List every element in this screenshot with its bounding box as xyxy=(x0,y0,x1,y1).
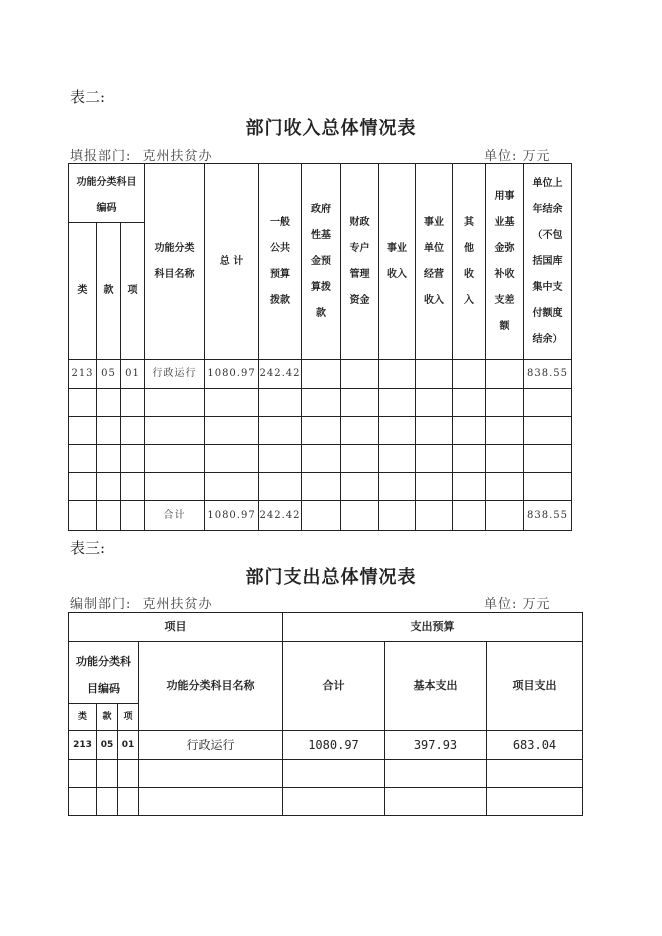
expenditure-table xyxy=(68,612,583,816)
header-project: 项目支出 xyxy=(487,642,583,731)
cell-general: 242.42 xyxy=(259,360,302,389)
header-fund-subsidy: 用事业基金弥补收支差额 xyxy=(486,164,524,360)
cell-name: 行政运行 xyxy=(139,731,283,760)
header-business-unit-income: 事业单位经营收入 xyxy=(416,164,453,360)
total-row xyxy=(69,501,572,531)
dept-name: 克州扶贫办 xyxy=(142,597,213,612)
header-total: 合计 xyxy=(283,642,385,731)
table-row xyxy=(69,760,583,788)
cell-total: 1080.97 xyxy=(283,731,385,760)
header-lei: 类 xyxy=(69,704,97,731)
table-row xyxy=(69,473,572,501)
cell-project: 683.04 xyxy=(487,731,583,760)
table3-title: 部门支出总体情况表 xyxy=(245,567,417,588)
header-func-name: 功能分类科目名称 xyxy=(139,642,283,731)
header-fiscal-special: 财政专户管理资金 xyxy=(341,164,379,360)
table2-dept xyxy=(70,145,213,164)
cell-lei: 213 xyxy=(69,360,97,389)
table2-unit: 单位: 万元 xyxy=(484,149,551,164)
total-label: 合计 xyxy=(145,501,205,531)
cell-other-income xyxy=(453,360,486,389)
cell-kuan: 05 xyxy=(97,360,121,389)
cell-fiscal-special xyxy=(341,360,379,389)
total-total: 1080.97 xyxy=(205,501,259,531)
header-func-code: 功能分类科目编码 xyxy=(69,164,145,223)
header-gov-fund: 政府性基金预算拨款 xyxy=(302,164,341,360)
header-func-code: 功能分类科目编码 xyxy=(69,642,139,704)
cell-lei: 213 xyxy=(69,731,97,760)
cell-business-income xyxy=(379,360,416,389)
header-func-name: 功能分类科目名称 xyxy=(145,164,205,360)
table-row xyxy=(69,360,572,389)
table3-dept xyxy=(70,593,213,612)
cell-basic: 397.93 xyxy=(385,731,487,760)
cell-balance: 838.55 xyxy=(524,360,572,389)
header-prior-year-balance: 单位上年结余（不包括国库集中支付额度结余） xyxy=(524,164,572,360)
cell-fund-subsidy xyxy=(486,360,524,389)
header-business-income: 事业收入 xyxy=(379,164,416,360)
header-basic: 基本支出 xyxy=(385,642,487,731)
header-lei: 类 xyxy=(69,223,97,360)
cell-total: 1080.97 xyxy=(205,360,259,389)
cell-name: 行政运行 xyxy=(145,360,205,389)
table3-unit: 单位: 万元 xyxy=(484,597,551,612)
header-kuan: 款 xyxy=(97,704,118,731)
header-xiang: 项 xyxy=(118,704,139,731)
cell-xiang: 01 xyxy=(118,731,139,760)
dept-name: 克州扶贫办 xyxy=(142,149,213,164)
header-item: 项目 xyxy=(69,613,283,642)
header-general-budget: 一般公共预算拨款 xyxy=(259,164,302,360)
table-row xyxy=(69,788,583,816)
dept-label: 填报部门: xyxy=(70,149,132,164)
total-balance: 838.55 xyxy=(524,501,572,531)
table-row xyxy=(69,389,572,417)
table-row xyxy=(69,417,572,445)
table2-label: 表二: xyxy=(70,88,106,106)
dept-label: 编制部门: xyxy=(70,597,132,612)
table-row xyxy=(69,445,572,473)
header-budget: 支出预算 xyxy=(283,613,583,642)
income-table xyxy=(68,163,572,531)
cell-business-unit-income xyxy=(416,360,453,389)
total-general: 242.42 xyxy=(259,501,302,531)
cell-kuan: 05 xyxy=(97,731,118,760)
header-kuan: 款 xyxy=(97,223,121,360)
cell-xiang: 01 xyxy=(121,360,145,389)
cell-gov-fund xyxy=(302,360,341,389)
table-row xyxy=(69,731,583,760)
header-xiang: 项 xyxy=(121,223,145,360)
header-other-income: 其他收入 xyxy=(453,164,486,360)
table2-title: 部门收入总体情况表 xyxy=(245,118,417,139)
header-total: 总 计 xyxy=(205,164,259,360)
table3-label: 表三: xyxy=(70,539,106,557)
